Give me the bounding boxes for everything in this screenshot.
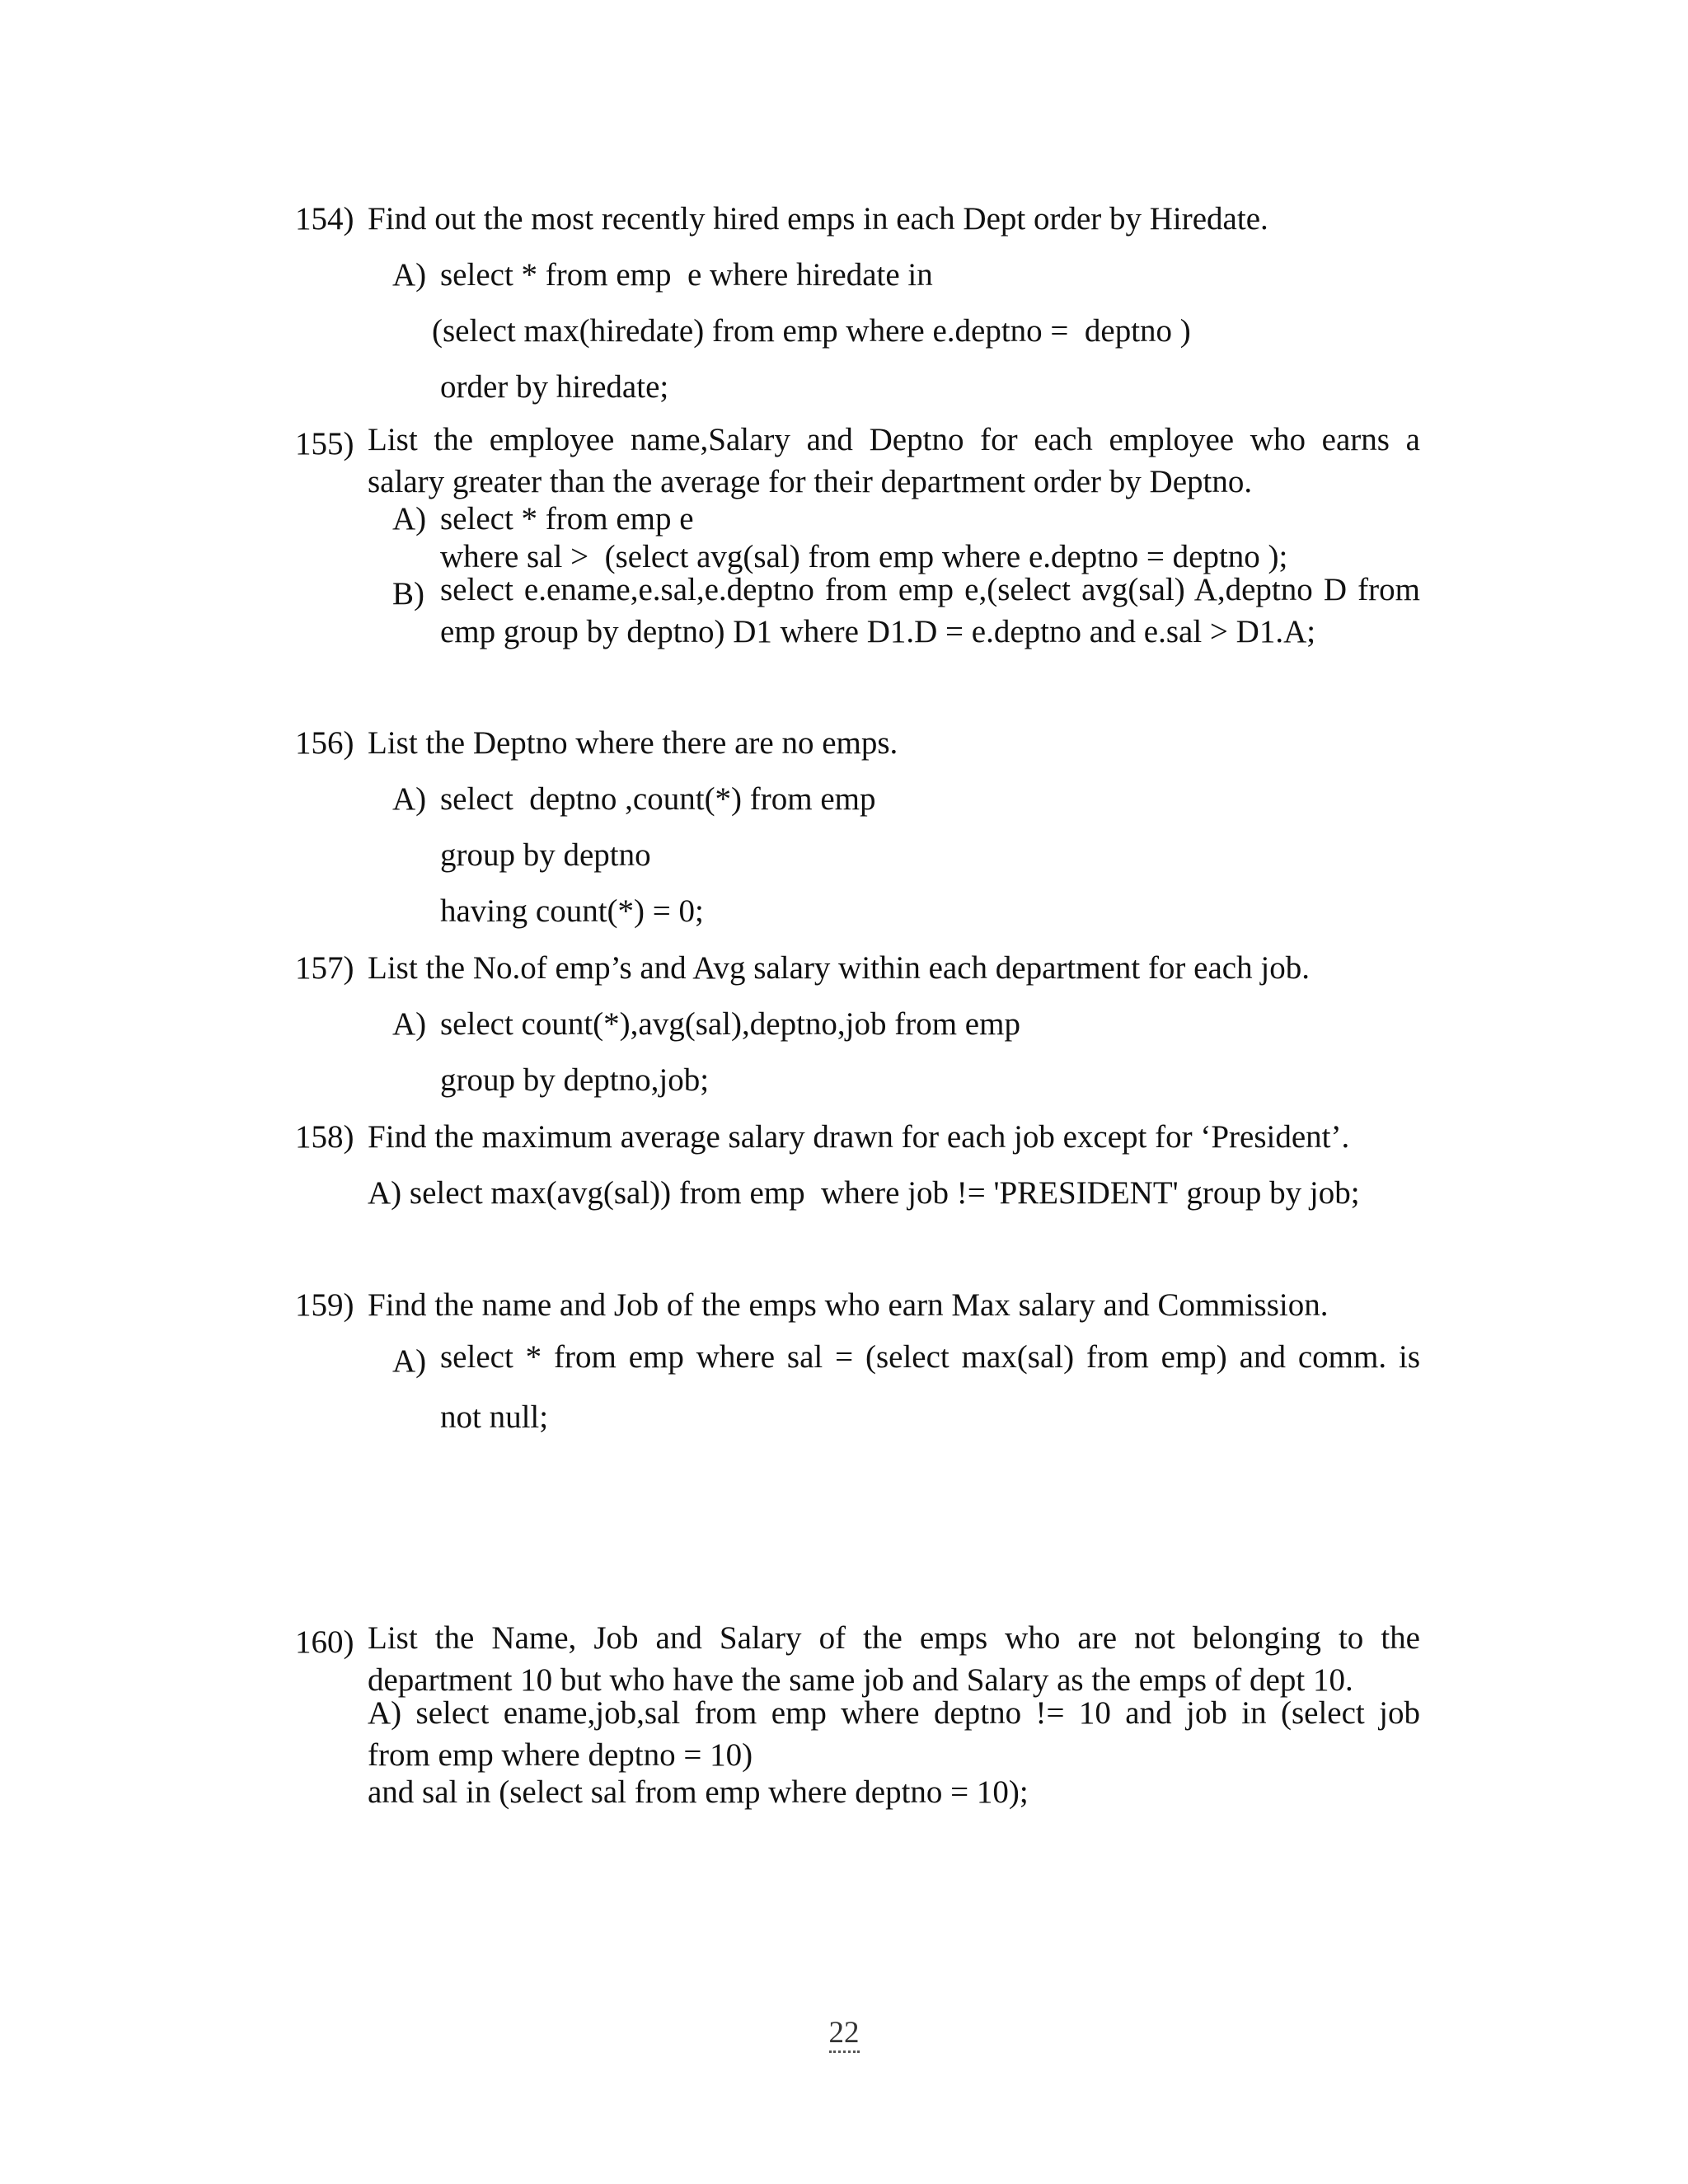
question-number: 156) <box>295 725 354 761</box>
answer-line: select * from emp where sal = (select max(sal) from emp) and comm. is <box>440 1339 1420 1375</box>
question-number: 159) <box>295 1287 354 1323</box>
question-text: List the employee name,Salary and Deptno for each employee who earns a <box>368 422 1420 457</box>
question-text: Find out the most recently hired emps in each Dept order by Hiredate. <box>368 201 1268 237</box>
answer-line: select * from emp e <box>440 501 694 537</box>
answer-label: A) <box>392 257 427 293</box>
page-number <box>0 2018 1688 2048</box>
answer-line: order by hiredate; <box>440 369 669 405</box>
answer-line: (select max(hiredate) from emp where e.deptno = deptno ) <box>432 313 1191 349</box>
answer-line: select count(*),avg(sal),deptno,job from emp <box>440 1006 1020 1042</box>
answer-line: group by deptno,job; <box>440 1062 710 1098</box>
question-text: List the Deptno where there are no emps. <box>368 725 898 761</box>
answer-label: A) <box>392 781 427 817</box>
answer-line: select e.ename,e.sal,e.deptno from emp e,(select avg(sal) A,deptno D from <box>440 572 1420 607</box>
question-text: Find the maximum average salary drawn for each job except for ‘President’. <box>368 1119 1350 1155</box>
answer-line: from emp where deptno = 10) <box>368 1737 753 1773</box>
question-text: List the Name, Job and Salary of the emps who are not belonging to the <box>368 1620 1420 1656</box>
question-number: 157) <box>295 950 354 986</box>
question-text: List the No.of emp’s and Avg salary within each department for each job. <box>368 950 1310 986</box>
answer-line: where sal > (select avg(sal) from emp where e.deptno = deptno ); <box>440 539 1288 574</box>
answer-label: A) <box>392 1343 427 1379</box>
question-number: 155) <box>295 426 354 462</box>
answer-line: select * from emp e where hiredate in <box>440 257 933 293</box>
answer-label: A) <box>392 1006 427 1042</box>
question-number: 158) <box>295 1119 354 1155</box>
answer-line: select deptno ,count(*) from emp <box>440 781 876 817</box>
answer-line: not null; <box>440 1399 549 1435</box>
question-number: 154) <box>295 201 354 237</box>
answer-line: and sal in (select sal from emp where deptno = 10); <box>368 1774 1029 1810</box>
answer-line: emp group by deptno) D1 where D1.D = e.deptno and e.sal > D1.A; <box>440 614 1316 649</box>
question-text: Find the name and Job of the emps who earn Max salary and Commission. <box>368 1287 1329 1323</box>
question-text: salary greater than the average for their department order by Deptno. <box>368 464 1253 499</box>
question-text: department 10 but who have the same job and Salary as the emps of dept 10. <box>368 1662 1353 1698</box>
answer-label: A) <box>392 501 427 537</box>
answer-line: having count(*) = 0; <box>440 893 704 929</box>
question-number: 160) <box>295 1624 354 1660</box>
answer-line: A) select ename,job,sal from emp where deptno != 10 and job in (select job <box>368 1695 1420 1731</box>
answer-line: group by deptno <box>440 837 651 873</box>
answer-line: A) select max(avg(sal)) from emp where job != 'PRESIDENT' group by job; <box>368 1175 1360 1211</box>
page-number-text: 22 <box>829 2016 860 2053</box>
answer-label: B) <box>392 576 424 612</box>
